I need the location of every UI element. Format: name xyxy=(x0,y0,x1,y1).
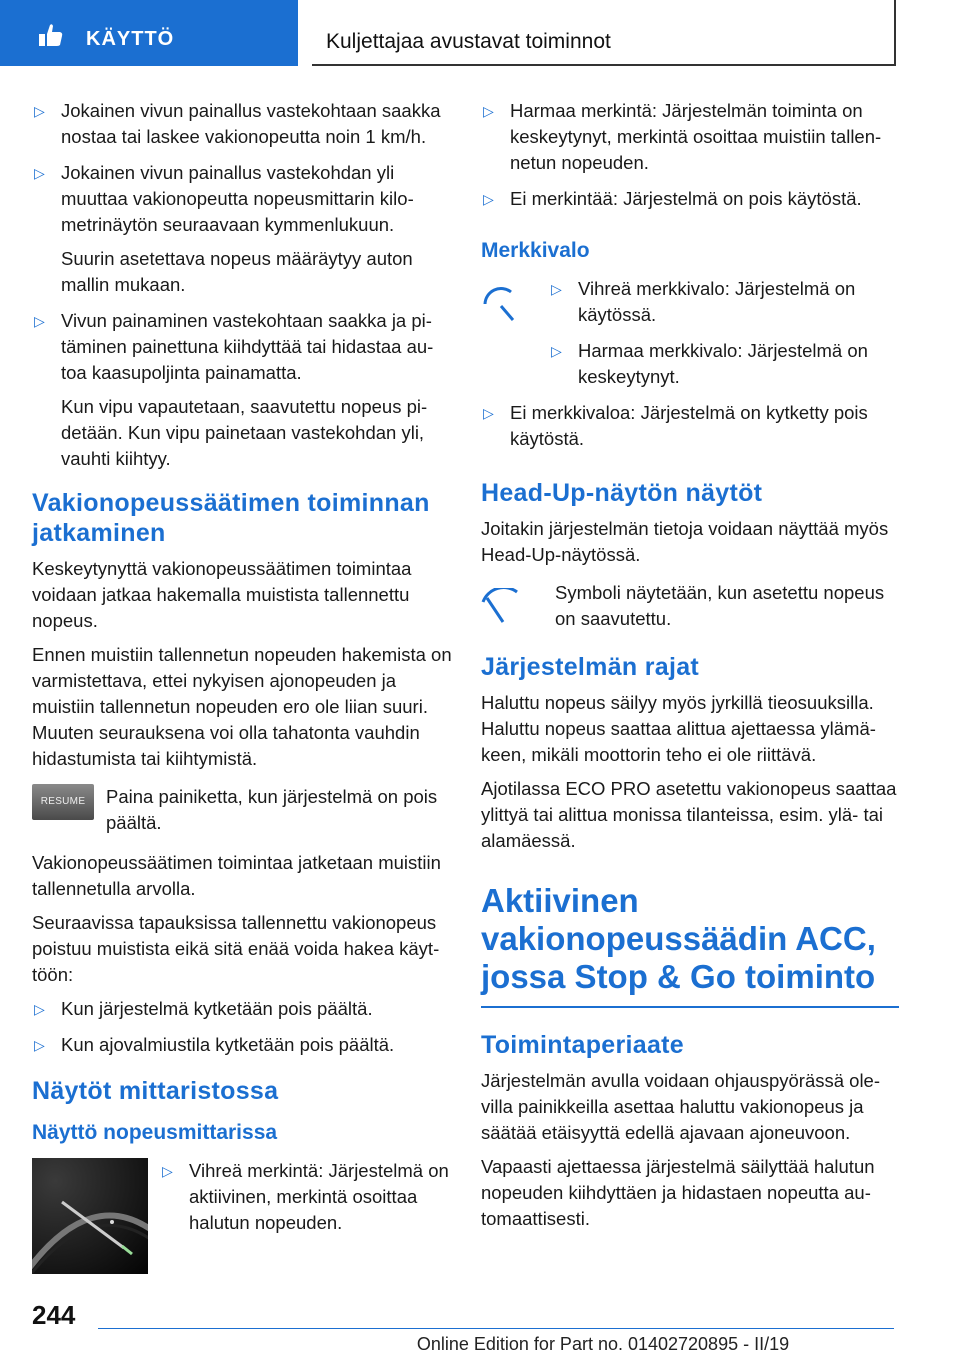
bullet-text: Ei merkkivaloa: Järjestelmä on kytketty pois käytöstä. xyxy=(510,402,868,449)
paragraph: Vakionopeussäätimen toimintaa jatketaan muistiin tallennetulla arvolla. xyxy=(32,852,441,899)
list-item xyxy=(32,160,452,298)
bullet-triangle-icon: ▷ xyxy=(34,103,45,119)
bullet-triangle-icon: ▷ xyxy=(34,165,45,181)
list-item xyxy=(32,98,452,150)
list-item xyxy=(549,276,899,328)
list-item xyxy=(481,400,899,452)
bullet-text: Vihreä merkintä: Järjestelmä on aktiivinen, merkintä osoittaa halutun nopeuden. xyxy=(189,1160,449,1233)
paragraph: Joitakin järjestelmän tietoja voidaan näyttää myös Head-Up-näytössä. xyxy=(481,518,889,565)
right-column xyxy=(481,98,899,1240)
list-item xyxy=(481,98,899,176)
bullet-text: Kun järjestelmä kytketään pois päältä. xyxy=(61,998,373,1019)
bullet-triangle-icon: ▷ xyxy=(483,191,494,207)
bullet-triangle-icon: ▷ xyxy=(162,1163,173,1179)
heading-resume: Vakionopeussäätimen toiminnan jatkaminen xyxy=(32,489,430,547)
hud-symbol-text: Symboli näytetään, kun asetettu nopeus on saavutettu. xyxy=(555,582,885,629)
hand-pointer-icon xyxy=(36,22,64,48)
section-title: KÄYTTÖ xyxy=(86,28,175,50)
paragraph: Ennen muistiin tallennetun nopeuden hakemista on varmistettava, ettei nykyisen ajonopeuden ja muistiin tallennetun nopeuden ero ole liian suuri. Muuten seurauksena voi olla tahatonta vauhdin hidastumista tai kiihtymistä. xyxy=(32,644,452,769)
paragraph: Vapaasti ajettaessa järjestelmä säilyttää halutun nopeuden kiihdyttäen ja hidastaen nopeutta automaattisesti. xyxy=(481,1156,875,1229)
list-item xyxy=(32,308,452,472)
bullet-text: Kun ajovalmiustila kytketään pois päältä. xyxy=(61,1034,395,1055)
speedometer-row xyxy=(32,1158,452,1276)
bullet-triangle-icon: ▷ xyxy=(483,405,494,421)
bullet-triangle-icon: ▷ xyxy=(551,343,562,359)
bullet-text: Harmaa merkintä: Järjestelmän toiminta on keskeytynyt, merkintä osoittaa muistiin tallennetun nopeuden. xyxy=(510,100,882,173)
list-item xyxy=(32,1032,452,1058)
footer-rule xyxy=(98,1328,894,1329)
bullet-text: Harmaa merkkivalo: Järjestelmä on keskeytynyt. xyxy=(578,340,868,387)
heading-rule xyxy=(481,1006,899,1008)
resume-row xyxy=(32,784,452,840)
bullet-text: Kun vipu vapautetaan, saavutettu nopeus pidetään. Kun vipu painetaan vastekohdan yli, vauhti kiihtyy. xyxy=(61,396,428,469)
list-item xyxy=(160,1158,452,1236)
indicator-row xyxy=(481,276,899,390)
bullet-text: Jokainen vivun painallus vastekohdan yli muuttaa vakionopeutta nopeusmittarin kilometrinäytön seuraavaan kymmenlukuun. xyxy=(61,162,414,235)
heading-indicator: Merkkivalo xyxy=(481,239,590,262)
left-column xyxy=(32,98,452,1276)
paragraph: Seuraavissa tapauksissa tallennettu vakionopeus poistuu muistista eikä sitä enää voida hakea käyttöön: xyxy=(32,912,440,985)
footer-edition: Online Edition for Part no. 01402720895 - II/19 xyxy=(416,1334,790,1354)
resume-button-image: RESUME xyxy=(32,784,94,820)
heading-speedometer: Näyttö nopeusmittarissa xyxy=(32,1121,278,1144)
list-item xyxy=(549,338,899,390)
hud-row xyxy=(481,580,899,636)
heading-hud: Head-Up-näytön näytöt xyxy=(481,479,763,507)
bullet-text: Vivun painaminen vastekohtaan saakka ja pitäminen painettuna kiihdyttää tai hidastaa autoa kaasupoljinta painamatta. xyxy=(61,310,434,383)
chapter-header xyxy=(312,0,896,66)
cruise-indicator-icon xyxy=(481,284,521,324)
bullet-triangle-icon: ▷ xyxy=(34,1001,45,1017)
heading-acc: Aktiivinen vakionopeussäädin ACC, jossa Stop & Go toiminto xyxy=(481,882,876,995)
bullet-triangle-icon: ▷ xyxy=(34,1037,45,1053)
list-item xyxy=(481,186,899,212)
paragraph: Keskeytynyttä vakionopeussäätimen toimintaa voidaan jatkaa hakemalla muistista tallennettu nopeus. xyxy=(32,558,412,631)
bullet-text: Suurin asetettava nopeus määräytyy auton mallin mukaan. xyxy=(61,248,413,295)
resume-text: Paina painiketta, kun järjestelmä on pois päältä. xyxy=(106,786,438,833)
heading-principle: Toimintaperiaate xyxy=(481,1031,684,1059)
page-number: 244 xyxy=(32,1300,76,1330)
heading-limits: Järjestelmän rajat xyxy=(481,653,700,681)
speedometer-photo xyxy=(32,1158,148,1274)
section-tab xyxy=(0,0,298,66)
bullet-triangle-icon: ▷ xyxy=(551,281,562,297)
heading-displays: Näytöt mittaristossa xyxy=(32,1077,279,1105)
bullet-text: Jokainen vivun painallus vastekohtaan saakka nostaa tai laskee vakionopeutta noin 1 km/h. xyxy=(61,100,441,147)
chapter-title: Kuljettajaa avustavat toiminnot xyxy=(326,30,611,53)
bullet-text: Ei merkintää: Järjestelmä on pois käytöstä. xyxy=(510,188,862,209)
bullet-triangle-icon: ▷ xyxy=(34,313,45,329)
bullet-triangle-icon: ▷ xyxy=(483,103,494,119)
paragraph: Haluttu nopeus säilyy myös jyrkillä tieosuuksilla. Haluttu nopeus saattaa alittua ajettaessa ylämäkeen, mikäli moottorin teho ei ole riittävä. xyxy=(481,692,876,765)
paragraph: Järjestelmän avulla voidaan ohjauspyörässä olevilla painikkeilla asettaa haluttu vakionopeus ja säätää etäisyyttä edellä ajavaan ajoneuvoon. xyxy=(481,1070,881,1143)
list-item xyxy=(32,996,452,1022)
hud-speed-symbol-icon xyxy=(481,588,521,628)
bullet-text: Vihreä merkkivalo: Järjestelmä on käytössä. xyxy=(578,278,856,325)
paragraph: Ajotilassa ECO PRO asetettu vakionopeus saattaa ylittyä tai alittua monissa tilanteissa, esim. ylä- tai alamäessä. xyxy=(481,778,897,851)
